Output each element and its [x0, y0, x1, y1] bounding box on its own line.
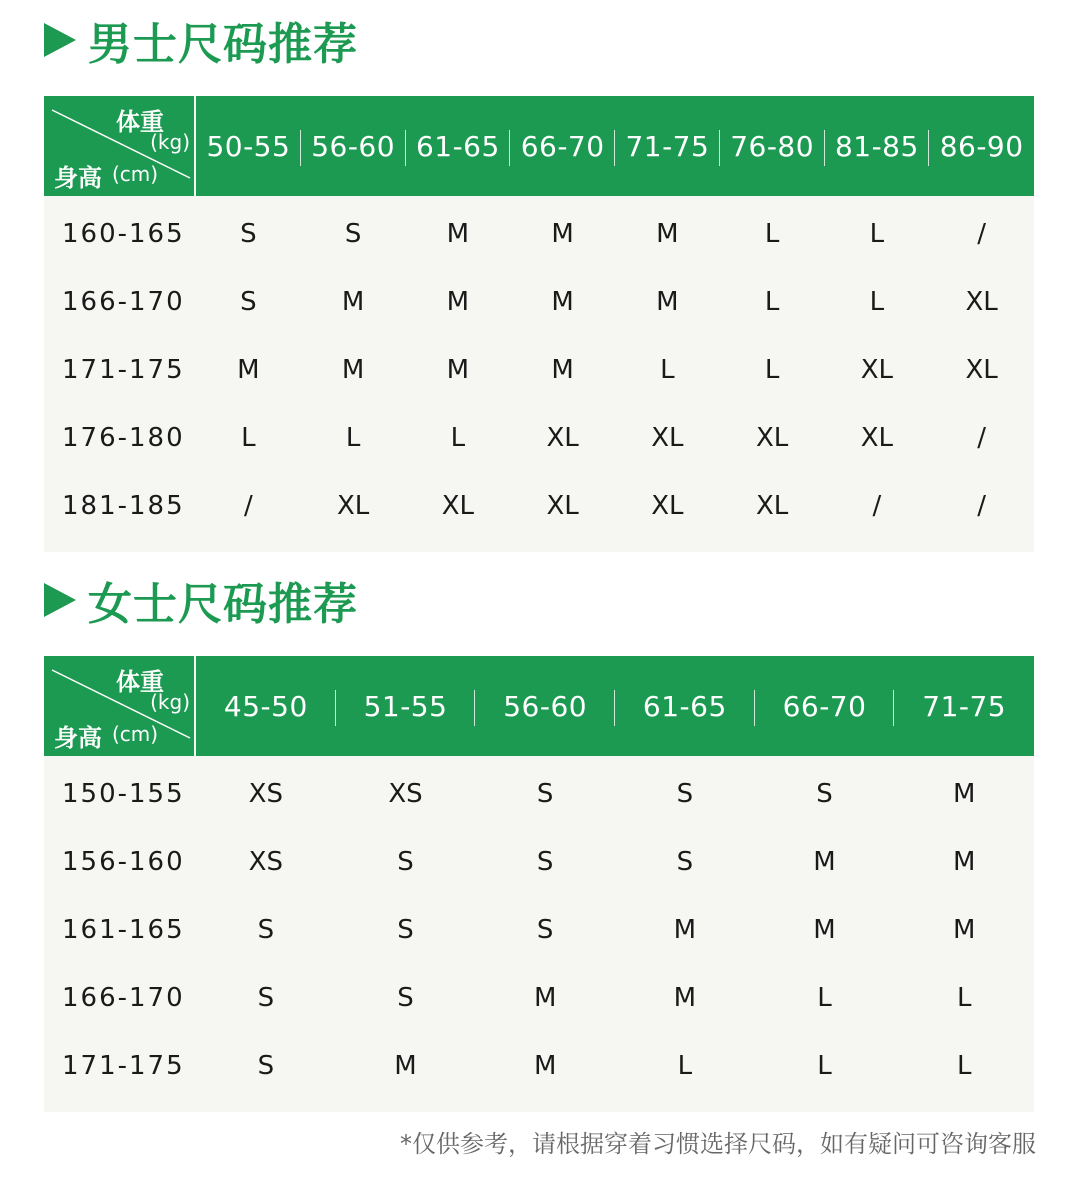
size-cell: XL [965, 355, 998, 385]
corner-height-label: 身高 [54, 164, 102, 192]
size-cell: XS [388, 779, 423, 809]
corner-weight-unit: (kg) [150, 690, 190, 714]
height-range-label: 156-160 [62, 847, 185, 877]
weight-column-header: 86-90 [939, 129, 1024, 163]
women-section-title [44, 570, 358, 630]
size-cell: L [764, 355, 780, 385]
table-row [44, 404, 1034, 472]
size-cell: S [257, 983, 275, 1013]
size-cell: / [977, 219, 986, 249]
men-weight-columns [196, 96, 1034, 196]
size-cell: M [656, 219, 679, 249]
size-cell: XL [651, 491, 684, 521]
size-cell: S [240, 219, 257, 249]
size-cell: M [813, 847, 836, 877]
size-cell: M [673, 983, 697, 1013]
size-cell: XL [965, 287, 998, 317]
size-cell: L [956, 983, 972, 1013]
size-cell: M [952, 915, 976, 945]
size-cell: M [673, 915, 697, 945]
size-cell: S [240, 287, 257, 317]
size-cell: M [446, 287, 470, 317]
size-cell: S [397, 847, 414, 877]
size-cell: M [551, 219, 574, 249]
women-table-body [44, 756, 1034, 1112]
table-row [44, 1032, 1034, 1100]
corner-height-unit: (cm) [112, 162, 159, 186]
size-cell: XL [441, 491, 475, 521]
height-range-label: 150-155 [62, 779, 185, 809]
weight-column-header: 66-70 [755, 690, 895, 723]
size-cell: M [341, 287, 365, 317]
size-cell: M [551, 355, 574, 385]
size-cell: M [446, 355, 470, 385]
size-cell: S [344, 219, 362, 249]
size-cell: L [764, 219, 780, 249]
size-cell: L [869, 219, 885, 249]
table-row [44, 268, 1034, 336]
size-cell: L [450, 423, 466, 453]
size-cell: L [869, 287, 885, 317]
table-row [44, 760, 1034, 828]
weight-column-header: 61-65 [406, 130, 511, 163]
size-cell: L [817, 1051, 832, 1081]
weight-column-header: 51-55 [336, 690, 476, 723]
women-table-header [44, 656, 1034, 756]
size-cell: M [813, 915, 836, 945]
size-cell: S [676, 779, 694, 809]
height-range-label: 166-170 [62, 287, 185, 317]
height-range-label: 171-175 [62, 355, 185, 385]
size-cell: M [446, 219, 470, 249]
size-cell: L [345, 423, 361, 453]
size-cell: XL [755, 491, 789, 521]
men-section-title [44, 10, 358, 70]
men-table-body [44, 196, 1034, 552]
size-cell: M [952, 847, 976, 877]
size-cell: L [677, 1051, 693, 1081]
weight-column-header: 71-75 [615, 130, 720, 163]
size-cell: M [533, 983, 557, 1013]
corner-weight-label: 体重 [116, 108, 164, 136]
corner-height-unit: (cm) [112, 722, 159, 746]
size-cell: XL [546, 491, 579, 521]
size-cell: S [397, 983, 414, 1013]
size-cell: M [551, 287, 574, 317]
size-cell: S [676, 847, 694, 877]
weight-column-header: 56-60 [301, 130, 406, 163]
size-cell: S [257, 915, 275, 945]
weight-column-header: 50-55 [196, 130, 301, 163]
size-cell: M [656, 287, 679, 317]
table-row [44, 964, 1034, 1032]
footnote: *仅供参考，请根据穿着习惯选择尺码，如有疑问可咨询客服 [400, 1130, 1036, 1158]
size-cell: XS [248, 779, 283, 809]
women-size-table [44, 656, 1034, 1112]
corner-weight-unit: (kg) [150, 130, 190, 154]
men-title: 男士尺码推荐 [88, 19, 358, 70]
size-cell: XL [651, 423, 684, 453]
size-cell: L [241, 423, 256, 453]
size-cell: M [237, 355, 260, 385]
weight-column-header: 45-50 [196, 690, 336, 723]
size-cell: XL [336, 491, 370, 521]
table-row [44, 472, 1034, 540]
women-weight-columns [196, 656, 1034, 756]
weight-column-header: 66-70 [510, 130, 615, 163]
men-table-header [44, 96, 1034, 196]
men-corner-cell [44, 96, 196, 196]
size-cell: XL [755, 423, 789, 453]
size-cell: S [816, 779, 833, 809]
table-row [44, 336, 1034, 404]
men-size-table [44, 96, 1034, 552]
size-cell: L [660, 355, 675, 385]
weight-column-header: 61-65 [615, 690, 755, 723]
women-title: 女士尺码推荐 [88, 579, 358, 630]
height-range-label: 171-175 [62, 1051, 185, 1081]
size-cell: S [257, 1051, 275, 1081]
play-triangle-icon [44, 23, 76, 57]
size-cell: XL [546, 423, 579, 453]
size-cell: / [872, 491, 882, 521]
women-corner-cell [44, 656, 196, 756]
size-cell: / [977, 423, 986, 453]
weight-column-header: 76-80 [720, 130, 825, 163]
table-row [44, 896, 1034, 964]
corner-weight-label: 体重 [116, 668, 164, 696]
size-cell: S [536, 847, 554, 877]
table-row [44, 828, 1034, 896]
table-row [44, 200, 1034, 268]
weight-column-header: 81-85 [825, 130, 930, 163]
size-cell: M [952, 779, 976, 809]
size-cell: S [397, 915, 414, 945]
size-cell: XL [860, 355, 894, 385]
size-cell: / [977, 491, 986, 521]
size-cell: M [533, 1051, 557, 1081]
size-cell: S [536, 915, 554, 945]
size-cell: L [817, 983, 832, 1013]
height-range-label: 166-170 [62, 983, 185, 1013]
height-range-label: 161-165 [62, 915, 185, 945]
weight-column-header: 56-60 [475, 690, 615, 723]
size-cell: L [764, 287, 780, 317]
size-cell: L [956, 1051, 972, 1081]
size-cell: M [341, 355, 365, 385]
size-cell: XL [860, 423, 894, 453]
height-range-label: 160-165 [62, 219, 185, 249]
weight-column-header: 71-75 [922, 689, 1007, 723]
size-cell: / [243, 491, 253, 521]
size-cell: S [536, 779, 554, 809]
size-cell: XS [248, 847, 283, 877]
size-cell: M [394, 1051, 417, 1081]
height-range-label: 181-185 [62, 491, 185, 521]
height-range-label: 176-180 [62, 423, 185, 453]
play-triangle-icon [44, 583, 76, 617]
corner-height-label: 身高 [54, 724, 102, 752]
